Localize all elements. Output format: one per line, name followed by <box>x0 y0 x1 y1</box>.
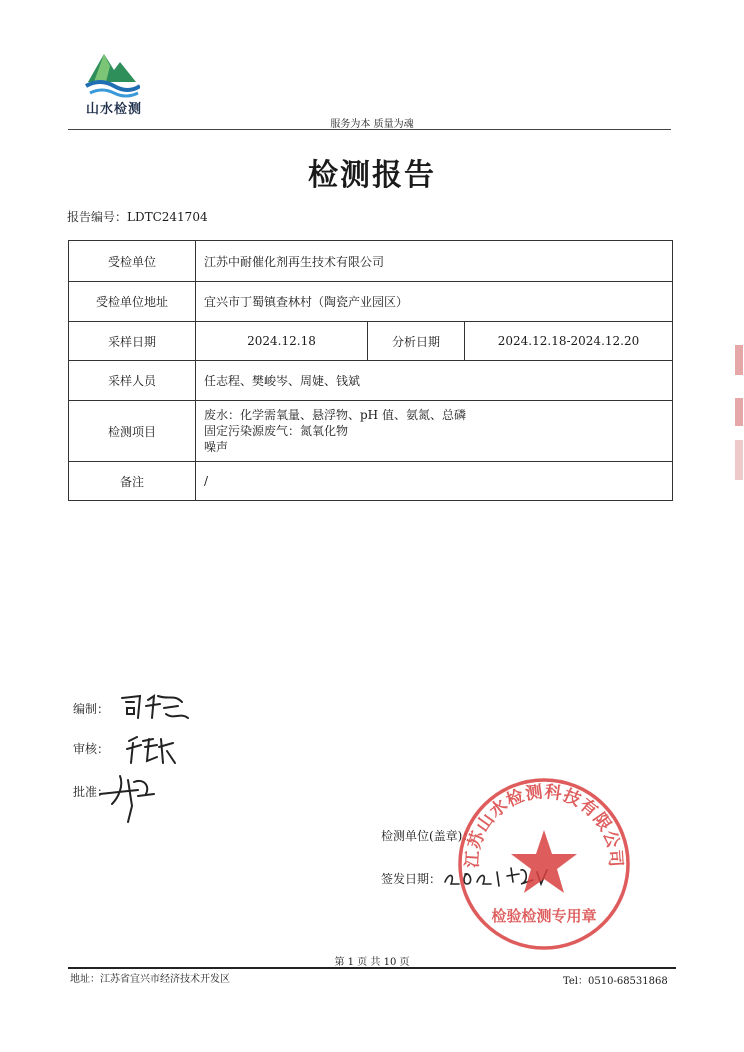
sampling-date-label: 采样日期 <box>69 322 196 361</box>
official-seal-icon <box>455 775 633 953</box>
table-row-dates <box>69 322 673 361</box>
testing-unit-stamp-label: 检测单位(盖章)： <box>381 829 475 843</box>
page-indicator: 第 1 页 共 10 页 <box>334 957 410 968</box>
issue-date-label: 签发日期： <box>381 872 442 886</box>
items-value <box>196 401 673 462</box>
table-row-address <box>69 282 673 322</box>
slogan: 服务为本 质量为魂 <box>330 119 414 130</box>
table-row-items <box>69 401 673 462</box>
seal-company-text: 江苏山水检测科技有限公司 <box>462 782 626 869</box>
remarks-label: 备注 <box>69 462 196 501</box>
logo-text: 山水检测 <box>85 102 142 117</box>
footer-tel: Tel：0510-68531868 <box>563 976 668 987</box>
edge-seal-fragment <box>735 345 743 375</box>
analysis-date-value: 2024.12.18-2024.12.20 <box>465 322 673 361</box>
client-label: 受检单位 <box>69 241 196 282</box>
mountain-water-logo-icon <box>84 48 140 98</box>
address-label: 受检单位地址 <box>69 282 196 322</box>
reviewed-signature-icon <box>123 733 177 767</box>
header-divider <box>68 129 671 130</box>
seal-bottom-text: 检验检测专用章 <box>491 907 597 925</box>
edge-seal-fragment <box>735 398 743 426</box>
document-title: 检测报告 <box>308 158 436 193</box>
items-line: 噪声 <box>204 440 229 454</box>
address-value: 宜兴市丁蜀镇查林村（陶瓷产业园区） <box>196 282 673 322</box>
reviewed-by-label: 审核： <box>73 742 110 756</box>
items-line: 固定污染源废气：氮氧化物 <box>204 424 349 438</box>
report-number: 报告编号：LDTC241704 <box>67 210 208 224</box>
report-info-table <box>68 240 673 501</box>
remarks-value: / <box>196 462 673 501</box>
footer-divider <box>68 967 676 969</box>
analysis-date-label: 分析日期 <box>368 322 465 361</box>
approved-by-label: 批准： <box>73 785 110 799</box>
approved-signature-icon <box>98 772 158 828</box>
table-row-client <box>69 241 673 282</box>
edge-seal-fragment <box>735 440 743 480</box>
footer-address: 地址：江苏省宜兴市经济技术开发区 <box>70 974 230 985</box>
table-row-remarks <box>69 462 673 501</box>
sampler-value: 任志程、樊峻岑、周婕、钱斌 <box>196 361 673 401</box>
compiled-signature-icon <box>118 690 190 724</box>
sampling-date-value: 2024.12.18 <box>196 322 368 361</box>
company-logo <box>78 48 148 120</box>
items-label: 检测项目 <box>69 401 196 462</box>
sampler-label: 采样人员 <box>69 361 196 401</box>
items-line: 废水：化学需氧量、悬浮物、pH 值、氨氮、总磷 <box>204 408 466 422</box>
compiled-by-label: 编制： <box>73 702 110 716</box>
table-row-sampler <box>69 361 673 401</box>
client-value: 江苏中耐催化剂再生技术有限公司 <box>196 241 673 282</box>
